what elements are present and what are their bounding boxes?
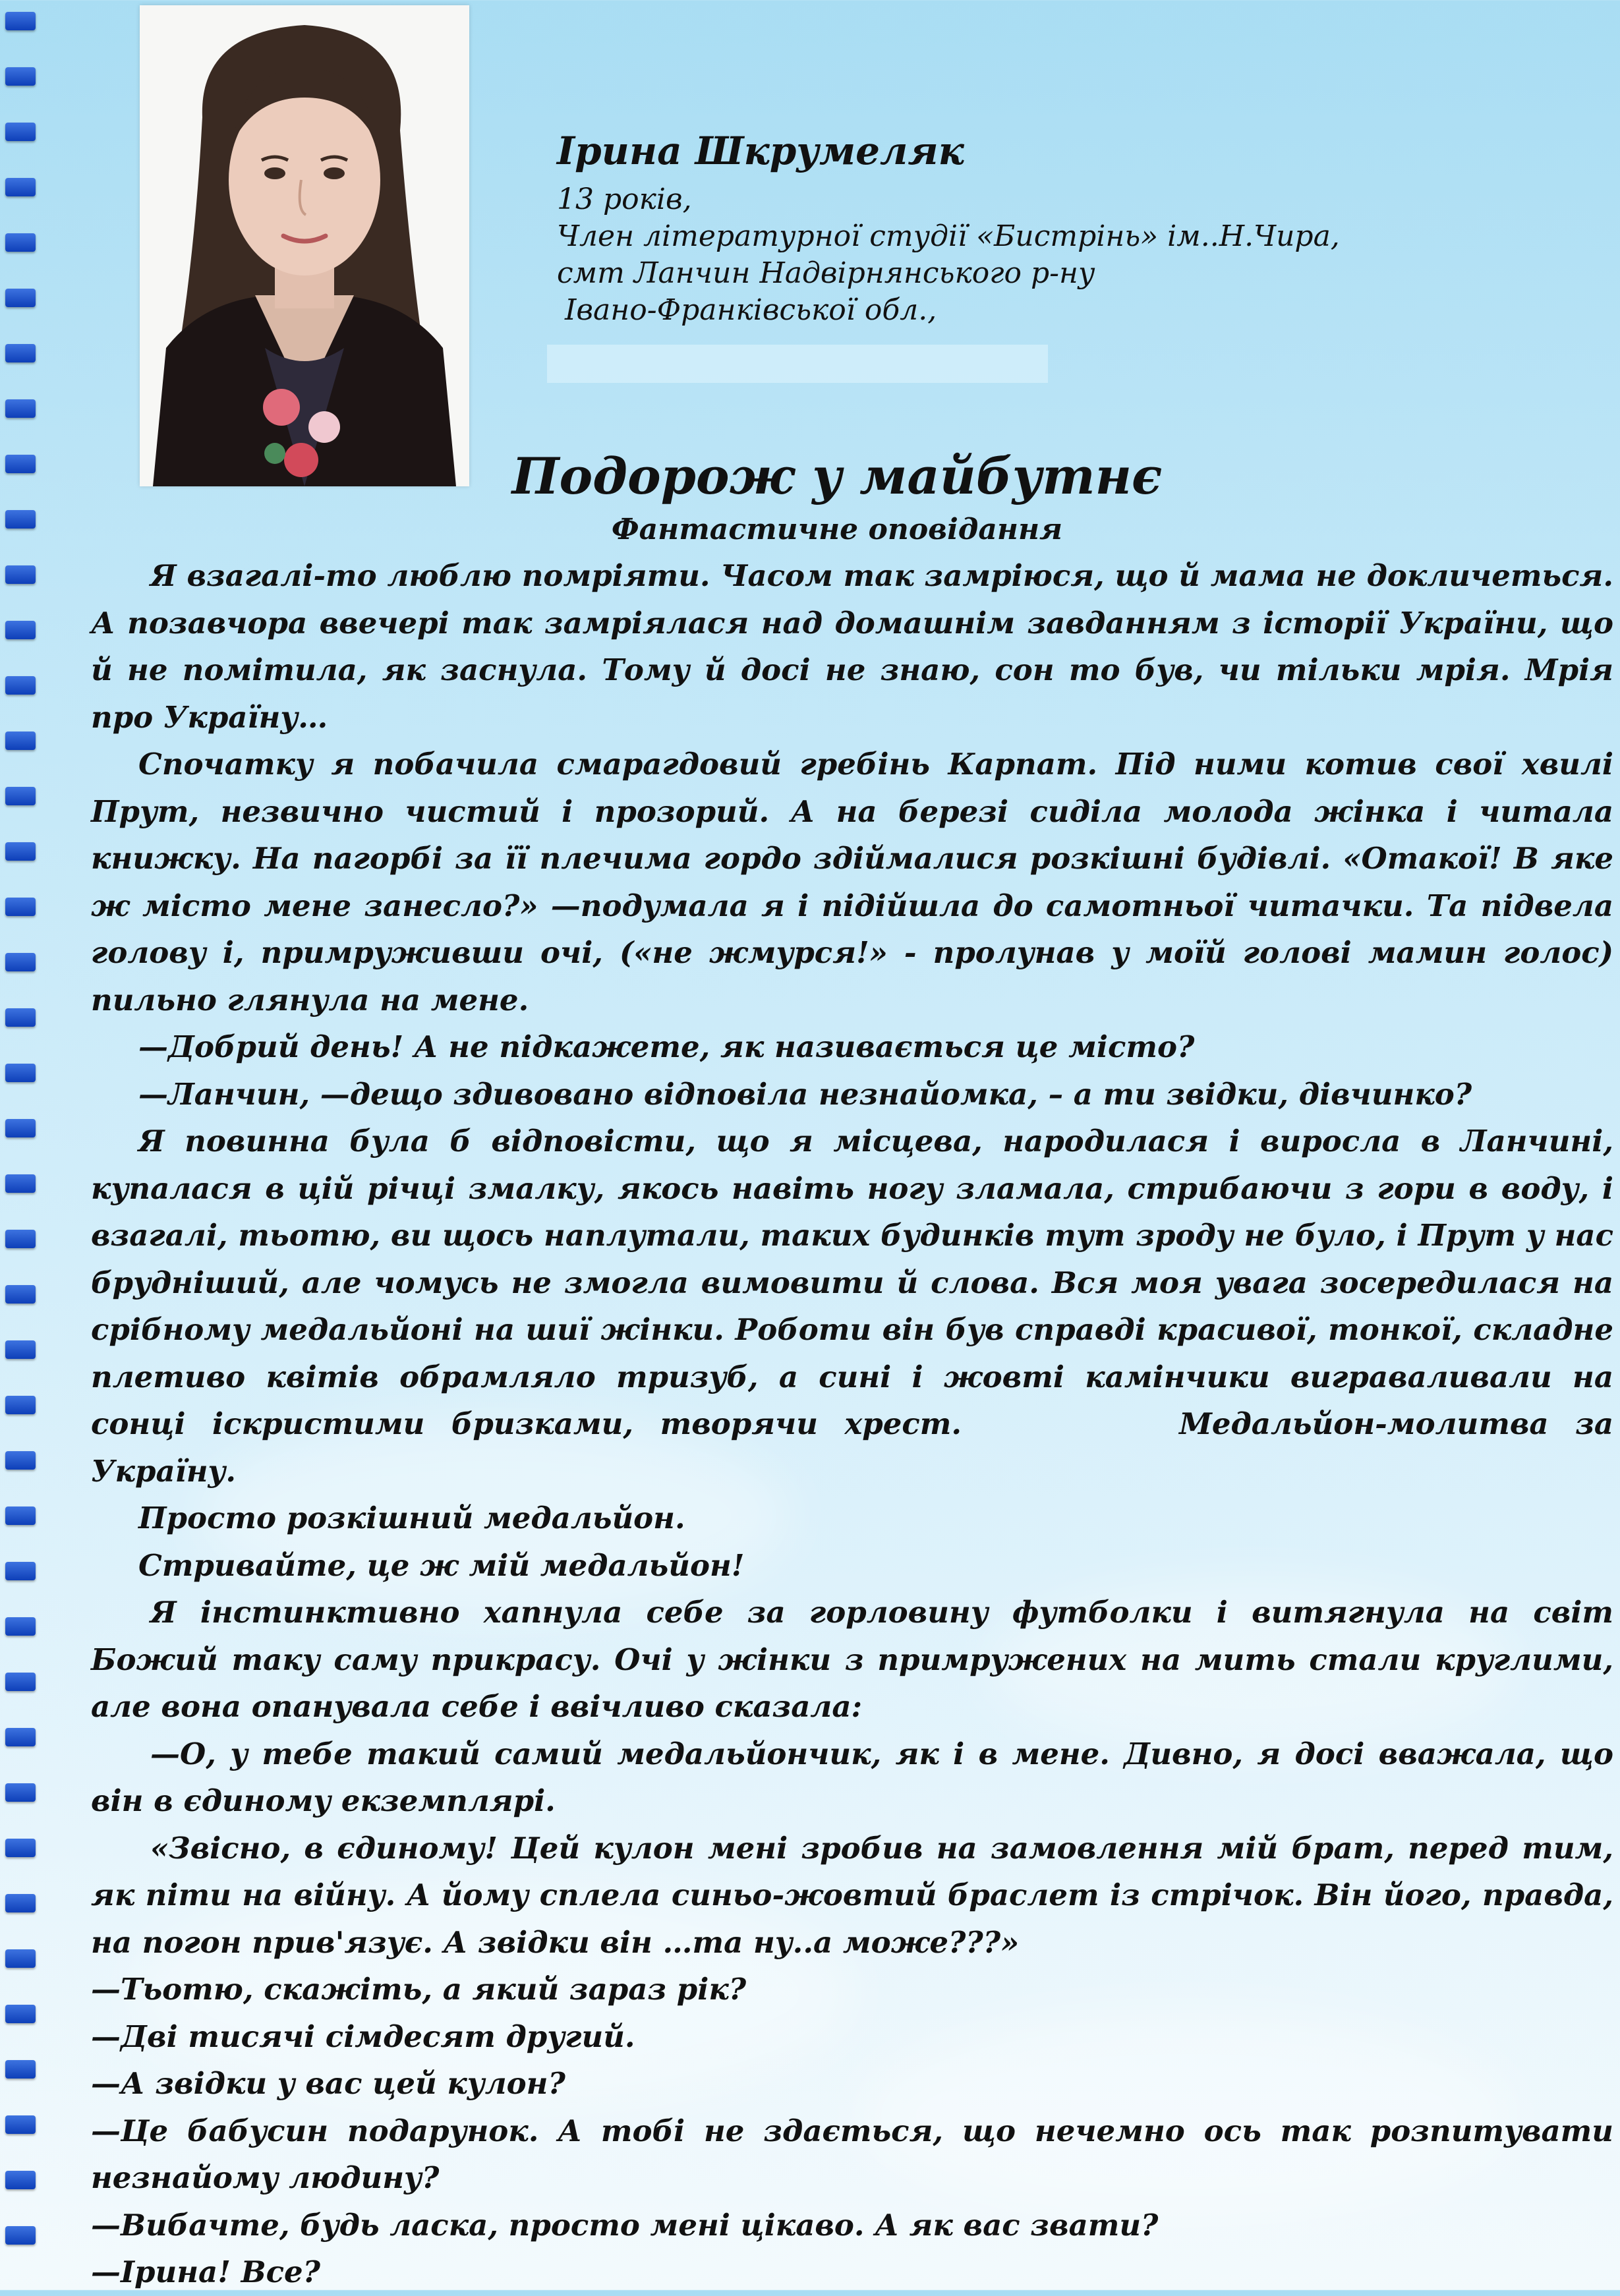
binding-ring (5, 1008, 36, 1027)
binding-ring (5, 344, 36, 362)
paragraph: «Звісно, в єдиному! Цей кулон мені зробив на замовлення мій брат, перед тим, як піти на війну. А йому сплела синьо-жовтий браслет із стрічок. Він його, правда, на погон прив'язує. А звідки він …та ну..а може???» (91, 1830, 1613, 1960)
binding-ring (5, 565, 36, 584)
binding-ring (5, 178, 36, 196)
binding-ring (5, 289, 36, 307)
paragraph: Стривайте, це ж мій медальйон! (138, 1547, 745, 1583)
paragraph (91, 1118, 1613, 1495)
binding-ring (5, 787, 36, 805)
dialogue-line: —Добрий день! А не підкажете, як називається це місто? (138, 1029, 1195, 1064)
paragraph: —О, у тебе такий самий медальйончик, як і в мене. Дивно, я досі вважала, що він в єдиному екземплярі. (91, 1736, 1613, 1818)
binding-ring (5, 1119, 36, 1137)
binding-ring (5, 1230, 36, 1248)
binding-ring (5, 2005, 36, 2023)
paragraph: Я взагалі-то люблю помріяти. Часом так замріюся, що й мама не докличеться. А позавчора ввечері так замріялася над домашнім завданням з історії України, що й не помітила, як заснула. Тому й досі не знаю, сон то був, чи тільки мрія. Мрія про Україну… (91, 558, 1613, 735)
binding-ring (5, 842, 36, 861)
author-photo (140, 5, 469, 486)
binding-ring (5, 12, 36, 30)
binding-ring (5, 1174, 36, 1193)
binding-ring (5, 1839, 36, 1857)
paragraph: Спочатку я побачила смарагдовий гребінь Карпат. Під ними котив свої хвилі Прут, незвично чистий і прозорий. А на березі сиділа молода жінка і читала книжку. На пагорбі за її плечима гордо здіймалися розкішні будівлі. «Отакої! В яке ж місто мене занесло?» —подумала я і підійшла до самотньої читачки. Та підвела голову і, примруживши очі, («не жмурся!» - пролунав у моїй голові мамин голос) пильно глянула на мене. (91, 747, 1613, 1018)
binding-ring (5, 2060, 36, 2079)
story-subtitle: Фантастичне оповідання (611, 513, 1063, 546)
dialogue-line: —Вибачте, будь ласка, просто мені цікаво. А як вас звати? (91, 2207, 1159, 2243)
dialogue-line: —А звідки у вас цей кулон? (91, 2066, 565, 2101)
binding-ring (5, 2226, 36, 2245)
author-region: Івано-Франківської обл., (565, 293, 937, 327)
binding-ring (5, 1451, 36, 1470)
story-title: Подорож у майбутнє (511, 447, 1163, 505)
author-town: смт Ланчин Надвірнянського р-ну (557, 256, 1095, 290)
binding-ring (5, 2171, 36, 2189)
author-studio: Член літературної студії «Бистрінь» ім..Н.Чира, (557, 219, 1340, 253)
binding-ring (5, 1285, 36, 1304)
paragraph-text: Я повинна була б відповісти, що я місцева, народилася і виросла в Ланчині, купалася в цій річці змалку, якось навіть ногу зламала, стрибаючи з гори в воду, і взагалі, тьотю, ви щось наплутали, таких будинків тут зроду не було, і Прут у нас брудніший, але чомусь не змогла вимовити й слова. Вся моя увага зосередилася на срібному медальйоні на шиї жінки. Роботи він був справді красивої, тонкої, складне плетиво квітів обрамляло тризуб, а сині і жовті камінчики виграваливали на сонці іскристими бризками, творячи хрест. (91, 1124, 1613, 1441)
binding-ring (5, 455, 36, 473)
author-bio (557, 129, 1381, 383)
binding-ring (5, 1894, 36, 1912)
binding-ring (5, 621, 36, 639)
paragraph: Я інстинктивно хапнула себе за горловину футболки і витягнула на світ Божий таку саму прикрасу. Очі у жінки з примружених на мить стали круглими, але вона опанувала себе і ввічливо сказала: (91, 1595, 1613, 1724)
binding-ring (5, 233, 36, 252)
binding-ring (5, 1340, 36, 1359)
binding-ring (5, 1949, 36, 1968)
binding-ring (5, 1673, 36, 1691)
dialogue-line: —Ірина! Все? (91, 2254, 321, 2289)
binding-ring (5, 1562, 36, 1580)
redacted-line (547, 345, 1048, 383)
binding-ring (5, 676, 36, 695)
binding-ring (5, 1783, 36, 1802)
binding-ring (5, 67, 36, 86)
dialogue-line: —Ланчин, —дещо здивовано відповіла незнайомка, – а ти звідки, дівчинко? (138, 1076, 1472, 1112)
dialogue-line: —Тьотю, скажіть, а який зараз рік? (91, 1972, 747, 2007)
dialogue-line: —Дві тисячі сімдесят другий. (91, 2019, 635, 2054)
binding-ring (5, 1396, 36, 1414)
binding-ring (5, 732, 36, 750)
medallion-caption: Медальйон-молитва за Україну. (91, 1406, 1613, 1489)
story-body (91, 552, 1613, 2296)
spiral-binding (0, 0, 40, 2290)
binding-ring (5, 898, 36, 916)
binding-ring (5, 953, 36, 971)
binding-ring (5, 1728, 36, 1746)
binding-ring (5, 123, 36, 141)
binding-ring (5, 2115, 36, 2134)
binding-ring (5, 510, 36, 529)
dialogue-line: —Це бабусин подарунок. А тобі не здається, що нечемно ось так розпитувати незнайому людину? (91, 2113, 1613, 2195)
binding-ring (5, 399, 36, 418)
binding-ring (5, 1064, 36, 1082)
author-age: 13 років, (557, 183, 692, 216)
author-name: Ірина Шкрумеляк (557, 129, 964, 173)
paragraph: Просто розкішний медальйон. (138, 1501, 685, 1535)
binding-ring (5, 1617, 36, 1636)
binding-ring (5, 1507, 36, 1525)
